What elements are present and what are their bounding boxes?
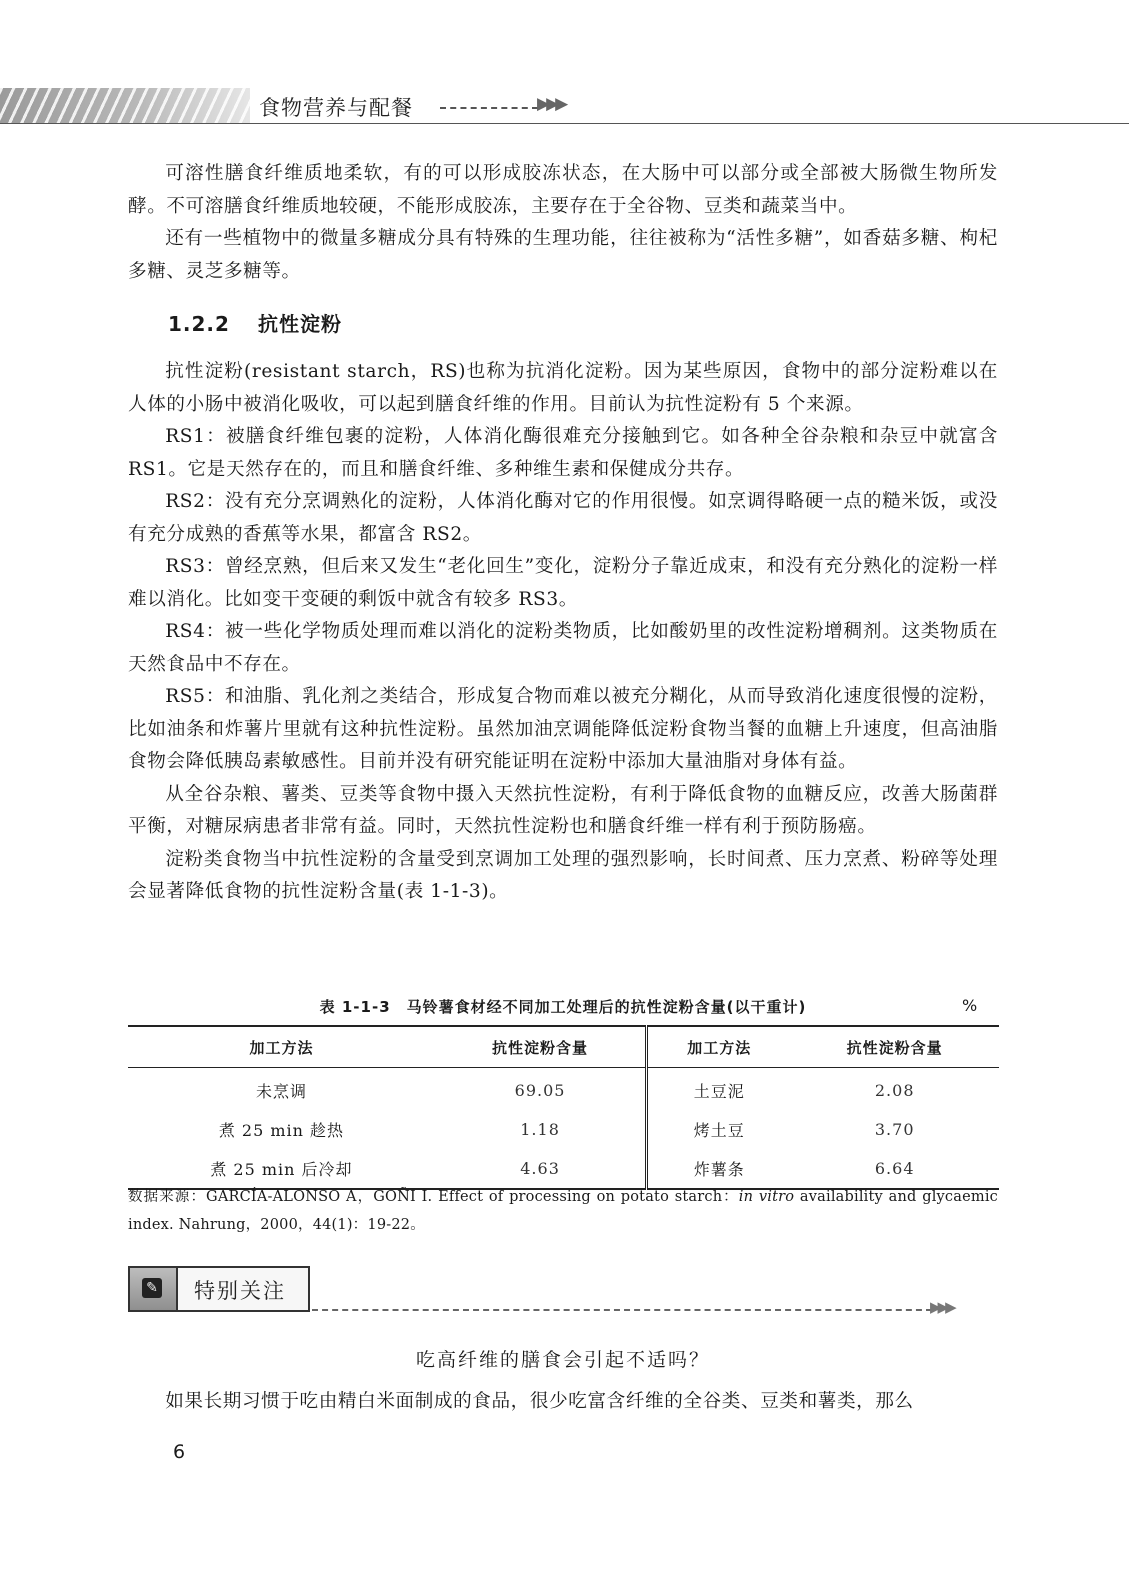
paragraph: 从全谷杂粮、薯类、豆类等食物中摄入天然抗性淀粉，有利于降低食物的血糖反应，改善大肠菌群平衡，对糖尿病患者非常有益。同时，天然抗性淀粉也和膳食纤维一样有利于预防肠癌。 xyxy=(128,783,998,837)
table-cell: 69.05 xyxy=(435,1068,647,1111)
table-cell: 煮 25 min 趁热 xyxy=(218,1121,345,1140)
intro-text xyxy=(128,158,998,288)
body-text xyxy=(128,356,998,909)
special-attention-label: 特别关注 xyxy=(194,1279,286,1303)
paragraph: 如果长期习惯于吃由精白米面制成的食品，很少吃富含纤维的全谷类、豆类和薯类，那么 xyxy=(165,1391,914,1412)
table-row xyxy=(128,1110,999,1149)
table-cell: 4.63 xyxy=(435,1149,647,1189)
paragraph: RS4：被一些化学物质处理而难以消化的淀粉类物质，比如酸奶里的改性淀粉增稠剂。这类物质在天然食品中不存在。 xyxy=(128,621,998,675)
paragraph: RS5：和油脂、乳化剂之类结合，形成复合物而难以被充分糊化，从而导致消化速度很慢的淀粉，比如油条和炸薯片里就有这种抗性淀粉。虽然加油烹调能降低淀粉食物当餐的血糖上升速度，但高油脂食物会降低胰岛素敏感性。目前并没有研究能证明在淀粉中添加大量油脂对身体有益。 xyxy=(128,686,998,772)
table-cell: 炸薯条 xyxy=(693,1160,745,1179)
table-header-row xyxy=(128,1026,999,1068)
header-stripe-decoration xyxy=(0,88,250,124)
header-dashed-line xyxy=(440,107,538,109)
section-title: 抗性淀粉 xyxy=(257,312,342,336)
source-italic: in vitro xyxy=(738,1189,795,1205)
paragraph: 可溶性膳食纤维质地柔软，有的可以形成胶冻状态，在大肠中可以部分或全部被大肠微生物所发酵。不可溶膳食纤维质地较硬，不能形成胶冻，主要存在于全谷物、豆类和蔬菜当中。 xyxy=(128,163,998,217)
column-header: 加工方法 xyxy=(647,1026,791,1068)
header-arrow-icon: ▶▶▶ xyxy=(537,94,565,114)
table-cell: 3.70 xyxy=(874,1120,915,1139)
source-suffix: availability and glycaemic index. Nahrung，2000，44(1)：19-22。 xyxy=(128,1189,998,1233)
paragraph: RS2：没有充分烹调熟化的淀粉，人体消化酶对它的作用很慢。如烹调得略硬一点的糙米饭，或没有充分成熟的香蕉等水果，都富含 RS2。 xyxy=(128,491,998,545)
page-header xyxy=(0,88,1129,124)
page-number: 6 xyxy=(173,1441,186,1463)
section-heading xyxy=(168,308,342,337)
resistant-starch-table xyxy=(128,1025,999,1190)
table-cell: 未烹调 xyxy=(255,1082,307,1101)
table-cell: 1.18 xyxy=(435,1110,647,1149)
table-cell: 2.08 xyxy=(874,1081,915,1100)
table-cell: 土豆泥 xyxy=(693,1082,745,1101)
table-cell: 烤土豆 xyxy=(693,1121,745,1140)
table-unit: % xyxy=(962,996,978,1015)
special-text xyxy=(128,1386,998,1418)
paragraph: 抗性淀粉(resistant starch，RS)也称为抗消化淀粉。因为某些原因，食物中的部分淀粉难以在人体的小肠中被消化吸收，可以起到膳食纤维的作用。目前认为抗性淀粉有 5 个来源。 xyxy=(128,361,998,415)
special-dashed-line xyxy=(312,1309,932,1311)
table-caption: 表 1-1-3 马铃薯食材经不同加工处理后的抗性淀粉含量(以干重计) xyxy=(319,998,807,1016)
paragraph: 淀粉类食物当中抗性淀粉的含量受到烹调加工处理的强烈影响，长时间煮、压力烹煮、粉碎等处理会显著降低食物的抗性淀粉含量(表 1-1-3)。 xyxy=(128,848,998,902)
source-prefix: 数据来源：GARCÍA-ALONSO A，GOÑI I. Effect of processing on potato starch： xyxy=(128,1189,739,1205)
header-title: 食物营养与配餐 xyxy=(259,96,413,120)
special-arrow-icon: ▶▶▶ xyxy=(930,1298,953,1316)
special-attention-box xyxy=(128,1266,310,1312)
special-icon-container xyxy=(130,1268,178,1310)
column-header: 抗性淀粉含量 xyxy=(435,1026,647,1068)
section-number: 1.2.2 xyxy=(168,312,230,336)
special-question-title: 吃高纤维的膳食会引起不适吗？ xyxy=(415,1349,710,1371)
header-rule xyxy=(0,123,1129,124)
paragraph: RS3：曾经烹熟，但后来又发生“老化回生”变化，淀粉分子靠近成束，和没有充分熟化的淀粉一样难以消化。比如变干变硬的剩饭中就含有较多 RS3。 xyxy=(128,556,998,610)
notebook-icon: ✎ xyxy=(142,1278,162,1298)
paragraph: 还有一些植物中的微量多糖成分具有特殊的生理功能，往往被称为“活性多糖”，如香菇多糖、枸杞多糖、灵芝多糖等。 xyxy=(128,228,998,282)
table-cell: 6.64 xyxy=(874,1159,915,1178)
paragraph: RS1：被膳食纤维包裹的淀粉，人体消化酶很难充分接触到它。如各种全谷杂粮和杂豆中就富含 RS1。它是天然存在的，而且和膳食纤维、多种维生素和保健成分共存。 xyxy=(128,426,998,480)
table-row xyxy=(128,1068,999,1111)
data-source-note xyxy=(128,1183,998,1239)
column-header: 抗性淀粉含量 xyxy=(790,1026,999,1068)
table-cell: 煮 25 min 后冷却 xyxy=(210,1160,353,1179)
column-header: 加工方法 xyxy=(128,1026,435,1068)
